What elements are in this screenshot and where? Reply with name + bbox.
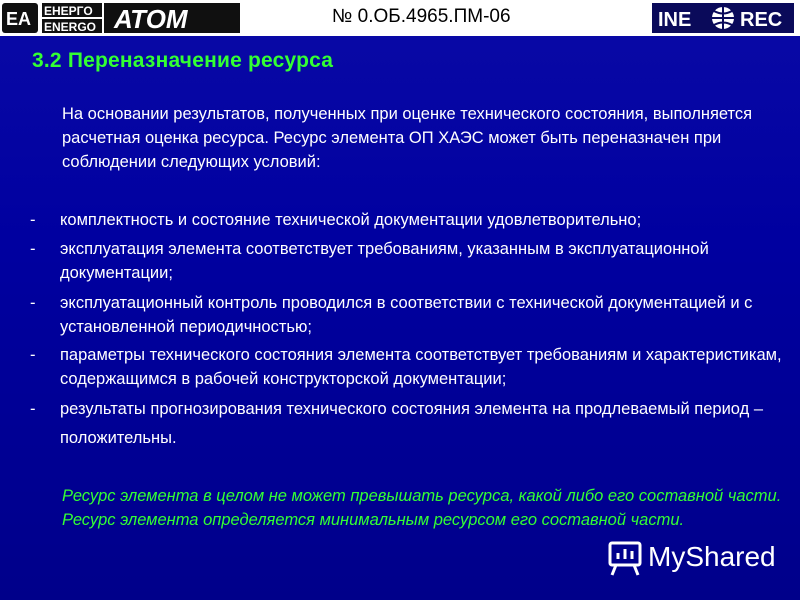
list-marker: - — [30, 211, 36, 229]
watermark-text: MyShared — [648, 541, 776, 572]
section-title: 3.2 Переназначение ресурса — [32, 49, 334, 72]
header-bar — [0, 0, 800, 36]
list-item — [30, 343, 790, 391]
document-number: № 0.ОБ.4965.ПМ-06 — [332, 6, 511, 27]
myshared-watermark — [604, 533, 784, 578]
conditions-list — [30, 208, 790, 453]
logo-right-ine: INE — [658, 9, 692, 31]
list-item-text: эксплуатационный контроль проводился в соответствии с технической документацией и с установленной периодичностью; — [60, 294, 753, 336]
list-marker: - — [30, 240, 36, 258]
list-item-text: комплектность и состояние технической документации удовлетворительно; — [60, 211, 642, 229]
inerec-logo — [652, 3, 794, 33]
logo-word-top: ЕНЕРГО — [44, 4, 93, 18]
presentation-board-icon — [610, 543, 640, 575]
list-item — [30, 237, 790, 285]
list-item-text: параметры технического состояния элемента соответствует требованиям и характеристикам, содержащимся в рабочей конструкторской документации; — [60, 346, 782, 388]
list-marker: - — [30, 294, 36, 312]
list-item — [30, 291, 790, 339]
svg-text:EA: EA — [6, 9, 32, 29]
energoatom-logo — [2, 3, 240, 33]
resource-note: Ресурс элемента в целом не может превышать ресурса, какой либо его составной части. Ресурс элемента определяется минимальным ресурсом его составной части. — [62, 487, 782, 529]
list-item-text: результаты прогнозирования технического состояния элемента на продлеваемый период – положительны. — [60, 400, 764, 447]
logo-word-bottom: ENERGO — [44, 20, 97, 33]
list-marker: - — [30, 346, 36, 364]
list-item — [30, 395, 790, 453]
logo-right-rec: REC — [740, 9, 783, 31]
intro-paragraph: На основании результатов, полученных при оценке технического состояния, выполняется расчетная оценка ресурса. Ресурс элемента ОП ХАЭС может быть переназначен при соблюдении следующих условий: — [62, 105, 753, 171]
list-item — [30, 208, 790, 232]
logo-brand: АТОМ — [114, 4, 188, 33]
list-marker: - — [30, 400, 36, 418]
list-item-text: эксплуатация элемента соответствует требованиям, указанным в эксплуатационной документации; — [60, 240, 709, 282]
